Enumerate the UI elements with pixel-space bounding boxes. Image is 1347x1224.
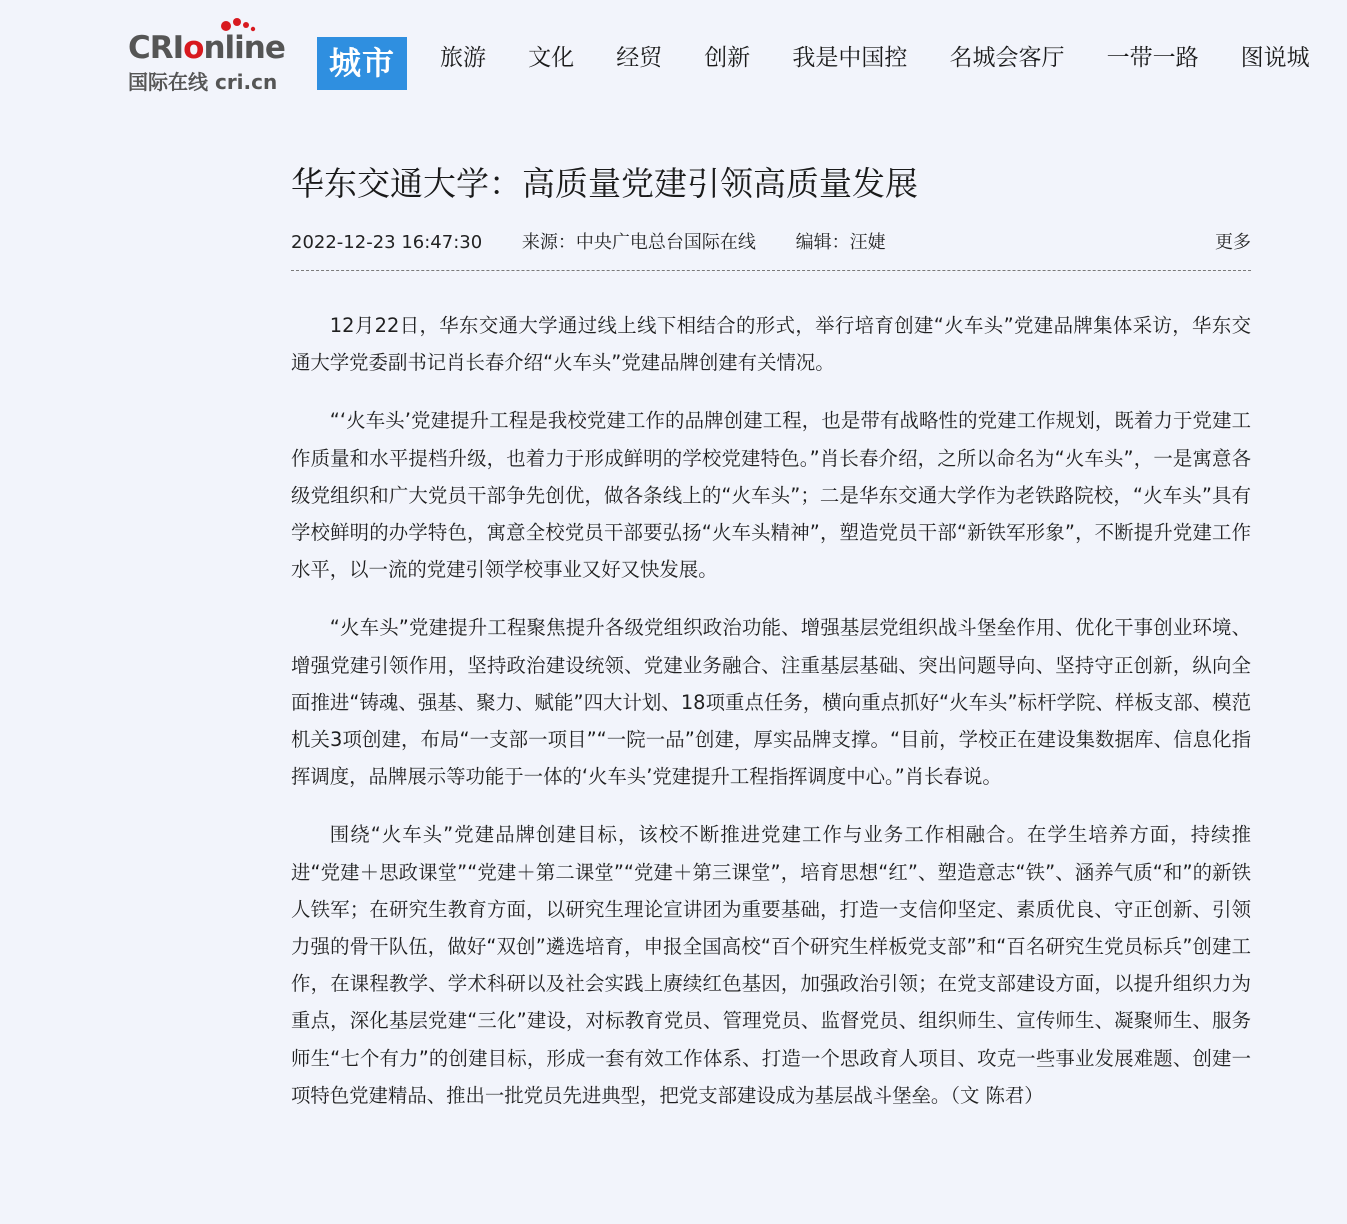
article-date: 2022-12-23 16:47:30	[291, 232, 483, 253]
nav-item-trade[interactable]: 经贸	[616, 45, 663, 71]
nav-item-travel[interactable]: 旅游	[440, 45, 486, 71]
nav-item-picture-city[interactable]: 图说城	[1240, 45, 1310, 71]
logo-subtitle: 国际在线 cri.cn	[128, 70, 278, 94]
paragraph-2: “‘火车头’党建提升工程是我校党建工作的品牌创建工程，也是带有战略性的党建工作规划，既着力于党建工作质量和水平提档升级，也着力于形成鲜明的学校党建特色。”肖长春介绍，之所以命名为“火车头”，一是寓意各级党组织和广大党员干部争先创优，做各条线上的“火车头”；二是华东交通大学作为老铁路院校，“火车头”具有学校鲜明的办学特色，寓意全校党员干部要弘扬“火车头精神”，塑造党员干部“新铁军形象”，不断提升党建工作水平，以一流的党建引领学校事业又好又快发展。	[291, 409, 1251, 582]
nav-item-innovation[interactable]: 创新	[704, 45, 751, 71]
meta-divider	[291, 270, 1251, 271]
nav-item-china-fan[interactable]: 我是中国控	[792, 45, 908, 71]
article-title: 华东交通大学：高质量党建引领高质量发展	[291, 164, 918, 203]
paragraph-1: 12月22日，华东交通大学通过线上线下相结合的形式，举行培育创建“火车头”党建品牌集体采访，华东交通大学党委副书记肖长春介绍“火车头”党建品牌创建有关情况。	[291, 314, 1251, 375]
paragraph-4: 围绕“火车头”党建品牌创建目标，该校不断推进党建工作与业务工作相融合。在学生培养方面，持续推进“党建＋思政课堂”“党建＋第二课堂”“党建＋第三课堂”，培育思想“红”、塑造意志“铁”、涵养气质“和”的新铁人铁军；在研究生教育方面，以研究生理论宣讲团为重要基础，打造一支信仰坚定、素质优良、守正创新、引领力强的骨干队伍，做好“双创”遴选培育，申报全国高校“百个研究生样板党支部”和“百名研究生党员标兵”创建工作，在课程教学、学术科研以及社会实践上赓续红色基因，加强政治引领；在党支部建设方面，以提升组织力为重点，深化基层党建“三化”建设，对标教育党员、管理党员、监督党员、组织师生、宣传师生、凝聚师生、服务师生“七个有力”的创建目标，形成一套有效工作体系、打造一个思政育人项目、攻克一些事业发展难题、创建一项特色党建精品、推出一批党员先进典型，把党支部建设成为基层战斗堡垒。（文 陈君）	[291, 823, 1251, 1107]
article	[291, 156, 1251, 1135]
article-body	[291, 307, 1251, 1114]
article-source: 来源：中央广电总台国际在线	[521, 232, 756, 253]
site-header	[0, 0, 1310, 110]
nav-item-culture[interactable]: 文化	[528, 45, 575, 71]
more-link[interactable]: 更多	[1215, 232, 1251, 253]
article-meta	[291, 228, 1251, 258]
nav-item-city-lounge[interactable]: 名城会客厅	[949, 45, 1065, 71]
main-nav	[440, 40, 1347, 76]
paragraph-3: “火车头”党建提升工程聚焦提升各级党组织政治功能、增强基层党组织战斗堡垒作用、优化干事创业环境、增强党建引领作用，坚持政治建设统领、党建业务融合、注重基层基础、突出问题导向、坚持守正创新，纵向全面推进“铸魂、强基、聚力、赋能”四大计划、18项重点任务，横向重点抓好“火车头”标杆学院、样板支部、模范机关3项创建，布局“一支部一项目”“一院一品”创建，厚实品牌支撑。“目前，学校正在建设集数据库、信息化指挥调度，品牌展示等功能于一体的‘火车头’党建提升工程指挥调度中心。”肖长春说。	[291, 616, 1251, 789]
nav-item-belt-road[interactable]: 一带一路	[1106, 45, 1199, 71]
section-badge-city[interactable]: 城市	[317, 37, 407, 90]
cri-online-logo[interactable]	[128, 22, 313, 92]
logo-wordmark: CRIonline	[128, 30, 285, 66]
article-editor: 编辑：汪婕	[795, 232, 886, 253]
